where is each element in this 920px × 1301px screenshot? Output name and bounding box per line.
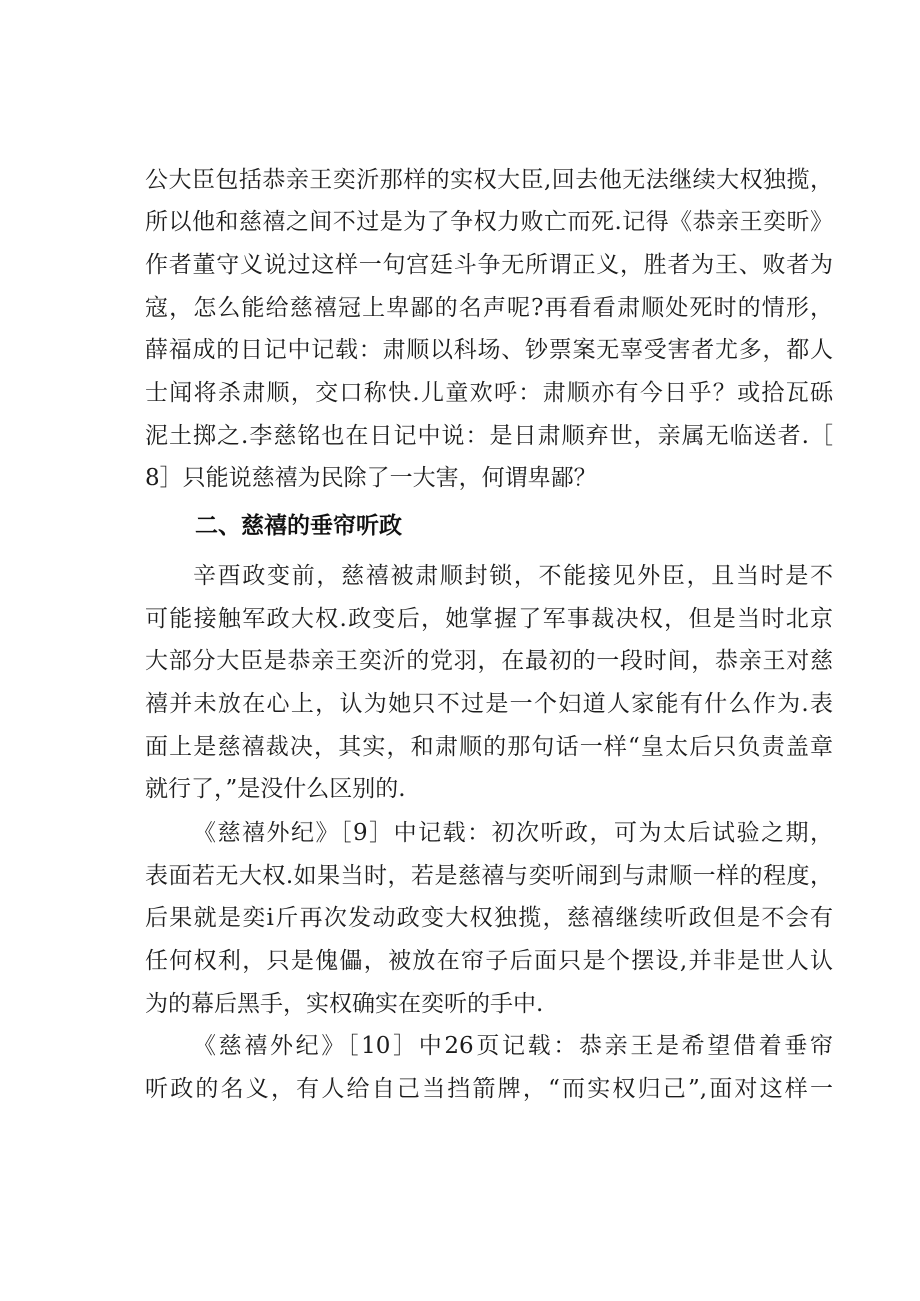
text-line: 禧并未放在心上，认为她只不过是一个妇道人家能有什么作为.表: [145, 690, 833, 717]
text-line: 面上是慈禧裁决，其实，和肃顺的那句话一样“皇太后只负责盖章: [145, 733, 833, 760]
text-line: 士闻将杀肃顺，交口称快.儿童欢呼：肃顺亦有今日乎？或拾瓦砾: [145, 380, 833, 407]
text-line: 所以他和慈禧之间不过是为了争权力败亡而死.记得《恭亲王奕昕》: [145, 209, 833, 236]
text-line: 表面若无大权.如果当时，若是慈禧与奕听闹到与肃顺一样的程度，: [145, 862, 833, 889]
paragraph: [145, 1025, 833, 1110]
text-line: 大部分大臣是恭亲王奕沂的党羽，在最初的一段时间，恭亲王对慈: [145, 648, 833, 675]
text-line: 《慈禧外纪》［10］中26页记载：恭亲王是希望借着垂帘: [193, 1033, 833, 1060]
text-line: 任何权利，只是傀儡，被放在帘子后面只是个摆设,并非是世人认: [145, 948, 833, 975]
text-line: 就行了，”是没什么区别的.: [145, 776, 406, 803]
section-heading: 二、慈禧的垂帘听政: [195, 513, 402, 540]
text-line: 寇，怎么能给慈禧冠上卑鄙的名声呢?再看看肃顺处死时的情形，: [145, 294, 833, 321]
text-line: 作者董守义说过这样一句宫廷斗争无所谓正义，胜者为王、败者为: [145, 252, 833, 279]
text-line: 辛酉政变前，慈禧被肃顺封锁，不能接见外臣，且当时是不: [193, 562, 833, 589]
text-line: 公大臣包括恭亲王奕沂那样的实权大臣,回去他无法继续大权独揽，: [145, 166, 833, 193]
paragraph: [145, 159, 833, 501]
text-line: 后果就是奕i斤再次发动政变大权独揽，慈禧继续听政但是不会有: [145, 905, 833, 932]
text-line: 听政的名义，有人给自己当挡箭牌，“而实权归己”,面对这样一: [145, 1076, 833, 1103]
text-line: 为的幕后黑手，实权确实在奕听的手中.: [145, 990, 544, 1017]
paragraph: [145, 555, 833, 811]
text-line: 《慈禧外纪》［9］中记载：初次听政，可为太后试验之期，: [193, 819, 833, 846]
text-line: 薛福成的日记中记载：肃顺以科场、钞票案无辜受害者尤多，都人: [145, 337, 833, 364]
paragraph: [145, 812, 833, 1025]
text-line: 8］只能说慈禧为民除了一大害，何谓卑鄙？: [145, 465, 597, 492]
text-line: 泥土掷之.李慈铭也在日记中说：是日肃顺弃世，亲属无临送者.［: [145, 422, 833, 449]
text-line: 可能接触军政大权.政变后，她掌握了军事裁决权，但是当时北京: [145, 605, 833, 632]
document-body: [145, 159, 833, 1111]
